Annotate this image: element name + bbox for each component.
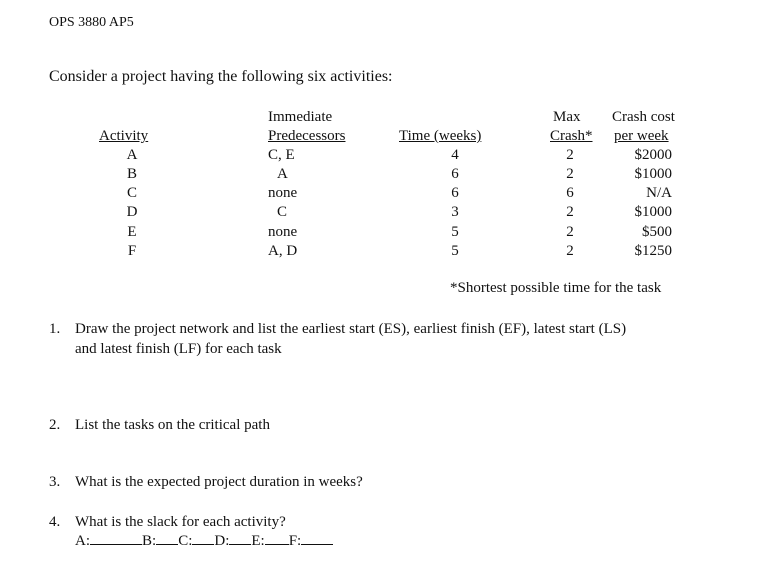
question-3-text: What is the expected project duration in weeks?: [75, 474, 363, 490]
row-f-predecessors: A, D: [268, 243, 298, 259]
row-e-predecessors: none: [268, 224, 298, 240]
row-d-predecessors: C: [277, 204, 288, 220]
row-d-activity: D: [126, 204, 138, 220]
slack-label-b: B:: [142, 533, 157, 549]
question-1: [49, 319, 749, 361]
header-time: Time (weeks): [399, 128, 482, 144]
question-1-number: 1.: [49, 321, 61, 337]
row-a-max-crash: 2: [566, 147, 574, 163]
row-b-max-crash: 2: [566, 166, 574, 182]
row-b-time: 6: [451, 166, 459, 182]
row-c-crash-cost: N/A: [646, 185, 672, 201]
header-cost-line1: Crash cost: [612, 109, 675, 125]
slack-blank-f[interactable]: [301, 531, 333, 545]
slack-blank-c[interactable]: [192, 531, 214, 545]
table-footnote: *Shortest possible time for the task: [450, 280, 662, 296]
question-2: [49, 415, 649, 435]
row-c-time: 6: [451, 185, 459, 201]
row-f-crash-cost: $1250: [634, 243, 672, 259]
question-1-line2: and latest finish (LF) for each task: [75, 341, 282, 357]
slack-blank-e[interactable]: [265, 531, 289, 545]
slack-label-c: C:: [178, 533, 193, 549]
header-max-line2: Crash*: [550, 128, 593, 144]
row-f-max-crash: 2: [566, 243, 574, 259]
header-predecessors-line1: Immediate: [268, 109, 333, 125]
slack-blank-a[interactable]: [90, 531, 142, 545]
row-a-time: 4: [451, 147, 459, 163]
question-4: [49, 512, 649, 532]
slack-label-d: D:: [214, 533, 230, 549]
row-b-predecessors: A: [277, 166, 288, 182]
slack-label-a: A:: [75, 533, 90, 549]
course-code: OPS 3880 AP5: [49, 15, 134, 30]
row-d-max-crash: 2: [566, 204, 574, 220]
header-max-line1: Max: [553, 109, 581, 125]
header-cost-line2: per week: [614, 128, 669, 144]
row-f-time: 5: [451, 243, 459, 259]
row-e-crash-cost: $500: [642, 224, 672, 240]
intro-text: Consider a project having the following six activities:: [49, 68, 393, 85]
slack-blank-d[interactable]: [229, 531, 251, 545]
row-d-time: 3: [451, 204, 459, 220]
row-e-max-crash: 2: [566, 224, 574, 240]
row-c-activity: C: [126, 185, 137, 201]
row-e-activity: E: [127, 224, 137, 240]
slack-label-e: E:: [251, 533, 265, 549]
question-4-number: 4.: [49, 514, 61, 530]
question-2-number: 2.: [49, 417, 61, 433]
row-c-predecessors: none: [268, 185, 298, 201]
slack-label-f: F:: [288, 533, 302, 549]
row-c-max-crash: 6: [566, 185, 574, 201]
row-f-activity: F: [127, 243, 137, 259]
header-predecessors-line2: Predecessors: [268, 128, 346, 144]
row-a-predecessors: C, E: [268, 147, 295, 163]
question-3-number: 3.: [49, 474, 61, 490]
row-d-crash-cost: $1000: [634, 204, 672, 220]
slack-blank-b[interactable]: [156, 531, 178, 545]
row-a-crash-cost: $2000: [634, 147, 672, 163]
row-e-time: 5: [451, 224, 459, 240]
question-3: [49, 472, 649, 492]
question-4-text: What is the slack for each activity?: [75, 514, 286, 530]
question-1-line1: Draw the project network and list the earliest start (ES), earliest finish (EF), latest start (LS): [75, 321, 627, 337]
header-activity: Activity: [99, 128, 149, 144]
row-b-activity: B: [126, 166, 137, 182]
row-b-crash-cost: $1000: [634, 166, 672, 182]
question-2-text: List the tasks on the critical path: [75, 417, 270, 433]
slack-answer-line: [75, 531, 333, 551]
row-a-activity: A: [126, 147, 138, 163]
